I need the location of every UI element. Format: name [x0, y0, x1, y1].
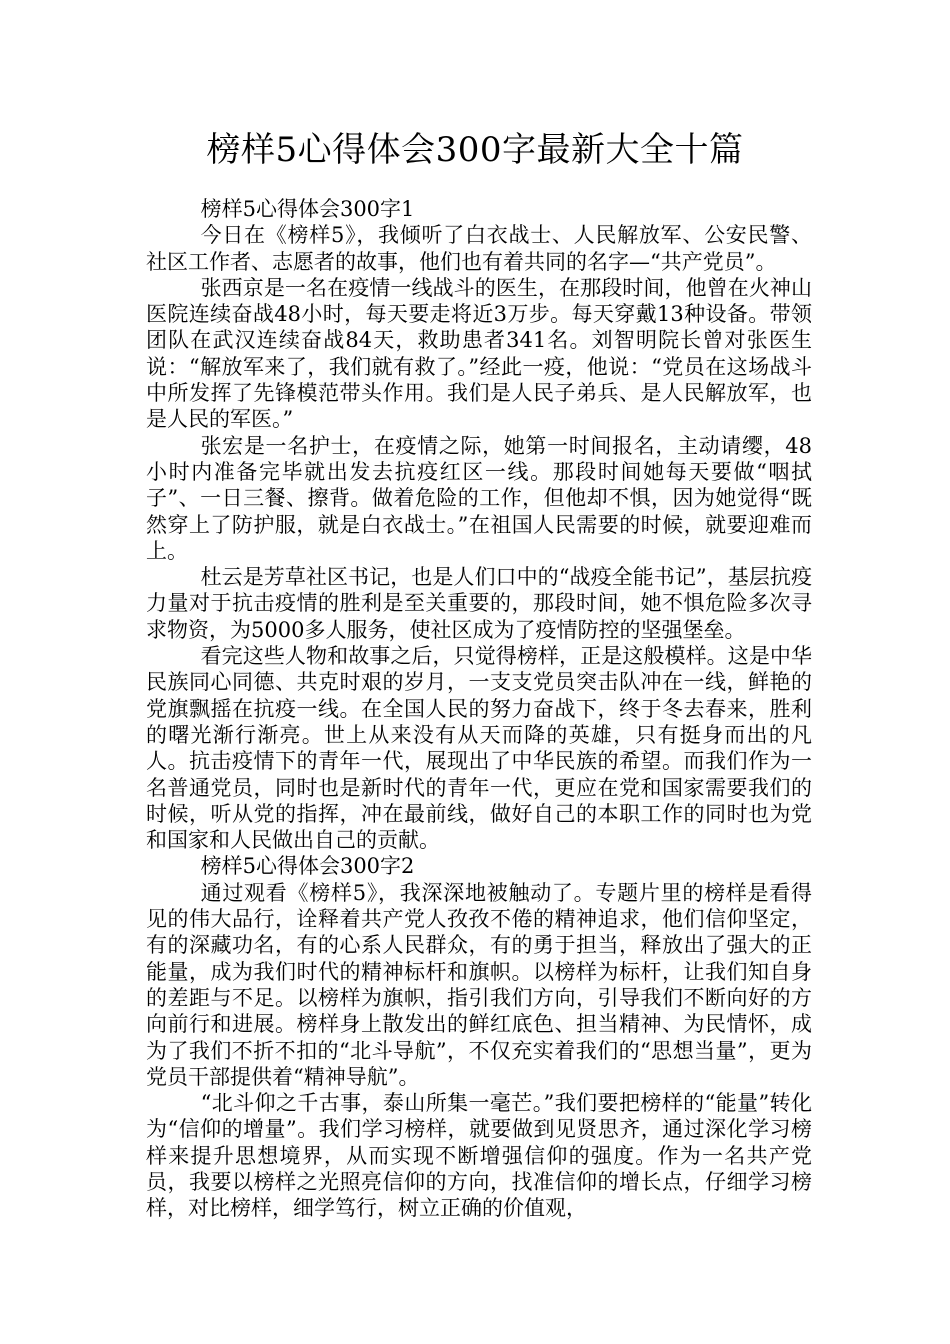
paragraph: 今日在《榜样5》，我倾听了白衣战士、人民解放军、公安民警、社区工作者、志愿者的故事，他们也有着共同的名字—“共产党员”。: [146, 223, 812, 274]
section-heading-2: 榜样5心得体会300字2: [200, 854, 415, 879]
paragraph: 通过观看《榜样5》，我深深地被触动了。专题片里的榜样是看得见的伟大品行，诠释着共产党人孜孜不倦的精神追求，他们信仰坚定，有的深藏功名，有的心系人民群众，有的勇于担当，释放出了强大的正能量，成为我们时代的精神标杆和旗帜。以榜样为标杆，让我们知自身的差距与不足。以榜样为旗帜，指引我们方向，引导我们不断向好的方向前行和进展。榜样身上散发出的鲜红底色、担当精神、为民情怀，成为了我们不折不扣的“北斗导航”，不仅充实着我们的“思想当量”，更为党员干部提供着“精神导航”。: [146, 880, 812, 1089]
document-body: [146, 196, 812, 1222]
paragraph: 杜云是芳草社区书记，也是人们口中的“战疫全能书记”，基层抗疫力量对于抗击疫情的胜利是至关重要的，那段时间，她不惧危险多次寻求物资，为5000多人服务，使社区成为了疫情防控的坚强堡垒。: [146, 565, 812, 642]
paragraph: 张西京是一名在疫情一线战斗的医生，在那段时间，他曾在火神山医院连续奋战48小时，每天要走将近3万步。每天穿戴13种设备。带领团队在武汉连续奋战84天，救助患者341名。刘智明院长曾对张医生说：“解放军来了，我们就有救了。”经此一疫，他说：“党员在这场战斗中所发挥了先锋模范带头作用。我们是人民子弟兵、是人民解放军，也是人民的军医。”: [146, 275, 812, 432]
document-title: 榜样5心得体会300字最新大全十篇: [206, 130, 744, 170]
paragraph: 看完这些人物和故事之后，只觉得榜样，正是这般模样。这是中华民族同心同德、共克时艰的岁月，一支支党员突击队冲在一线，鲜艳的党旗飘摇在抗疫一线。在全国人民的努力奋战下，终于冬去春来，胜利的曙光渐行渐亮。世上从来没有从天而降的英雄，只有挺身而出的凡人。抗击疫情下的青年一代，展现出了中华民族的希望。而我们作为一名普通党员，同时也是新时代的青年一代，更应在党和国家需要我们的时候，听从党的指挥，冲在最前线，做好自己的本职工作的同时也为党和国家和人民做出自己的贡献。: [146, 644, 812, 853]
section-heading-1: 榜样5心得体会300字1: [200, 197, 415, 221]
paragraph: 张宏是一名护士，在疫情之际，她第一时间报名，主动请缨，48小时内准备完毕就出发去抗疫红区一线。那段时间她每天要做“咽拭子”、一日三餐、擦背。做着危险的工作，但他却不惧，因为她觉得“既然穿上了防护服，就是白衣战士。”在祖国人民需要的时候，就要迎难而上。: [146, 433, 812, 563]
paragraph: “北斗仰之千古事，泰山所集一毫芒。”我们要把榜样的“能量”转化为“信仰的增量”。我们学习榜样，就要做到见贤思齐，通过深化学习榜样来提升思想境界，从而实现不断增强信仰的强度。作为一名共产党员，我要以榜样之光照亮信仰的方向，找准信仰的增长点，仔细学习榜样，对比榜样，细学笃行，树立正确的价值观，: [146, 1091, 812, 1221]
